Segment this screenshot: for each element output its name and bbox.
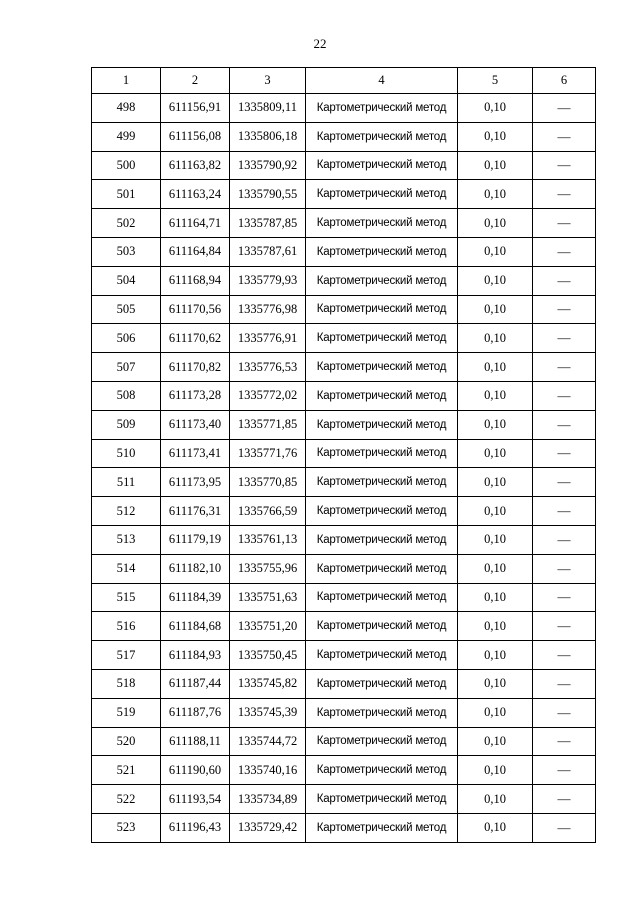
table-row [92, 669, 596, 698]
y-coordinate-cell: 1335751,20 [230, 612, 306, 641]
column-header-4: 4 [306, 68, 458, 94]
method-cell: Картометрический метод [306, 612, 458, 641]
note-cell: — [533, 669, 596, 698]
y-coordinate-cell: 1335809,11 [230, 94, 306, 123]
table-row [92, 180, 596, 209]
accuracy-cell: 0,10 [458, 813, 533, 842]
method-cell: Картометрический метод [306, 237, 458, 266]
point-number-cell: 503 [92, 237, 161, 266]
note-cell: — [533, 727, 596, 756]
note-cell: — [533, 410, 596, 439]
x-coordinate-cell: 611173,95 [161, 468, 230, 497]
note-cell: — [533, 468, 596, 497]
y-coordinate-cell: 1335744,72 [230, 727, 306, 756]
x-coordinate-cell: 611184,68 [161, 612, 230, 641]
method-cell: Картометрический метод [306, 497, 458, 526]
method-cell: Картометрический метод [306, 468, 458, 497]
method-cell: Картометрический метод [306, 295, 458, 324]
method-cell: Картометрический метод [306, 525, 458, 554]
accuracy-cell: 0,10 [458, 381, 533, 410]
y-coordinate-cell: 1335771,76 [230, 439, 306, 468]
accuracy-cell: 0,10 [458, 612, 533, 641]
x-coordinate-cell: 611187,44 [161, 669, 230, 698]
accuracy-cell: 0,10 [458, 497, 533, 526]
table-row [92, 209, 596, 238]
table-row [92, 122, 596, 151]
point-number-cell: 507 [92, 353, 161, 382]
method-cell: Картометрический метод [306, 209, 458, 238]
note-cell: — [533, 180, 596, 209]
table-row [92, 813, 596, 842]
y-coordinate-cell: 1335806,18 [230, 122, 306, 151]
accuracy-cell: 0,10 [458, 151, 533, 180]
method-cell: Картометрический метод [306, 756, 458, 785]
method-cell: Картометрический метод [306, 785, 458, 814]
accuracy-cell: 0,10 [458, 353, 533, 382]
point-number-cell: 502 [92, 209, 161, 238]
accuracy-cell: 0,10 [458, 554, 533, 583]
y-coordinate-cell: 1335776,98 [230, 295, 306, 324]
note-cell: — [533, 353, 596, 382]
x-coordinate-cell: 611176,31 [161, 497, 230, 526]
table-row [92, 94, 596, 123]
note-cell: — [533, 439, 596, 468]
accuracy-cell: 0,10 [458, 122, 533, 151]
accuracy-cell: 0,10 [458, 669, 533, 698]
accuracy-cell: 0,10 [458, 583, 533, 612]
x-coordinate-cell: 611173,28 [161, 381, 230, 410]
accuracy-cell: 0,10 [458, 468, 533, 497]
table-row [92, 756, 596, 785]
table-row [92, 525, 596, 554]
accuracy-cell: 0,10 [458, 756, 533, 785]
table-row [92, 295, 596, 324]
table-row [92, 381, 596, 410]
point-number-cell: 517 [92, 641, 161, 670]
table-body [92, 94, 596, 843]
point-number-cell: 511 [92, 468, 161, 497]
point-number-cell: 513 [92, 525, 161, 554]
y-coordinate-cell: 1335772,02 [230, 381, 306, 410]
column-header-5: 5 [458, 68, 533, 94]
point-number-cell: 505 [92, 295, 161, 324]
x-coordinate-cell: 611156,91 [161, 94, 230, 123]
table-row [92, 698, 596, 727]
accuracy-cell: 0,10 [458, 785, 533, 814]
x-coordinate-cell: 611182,10 [161, 554, 230, 583]
note-cell: — [533, 497, 596, 526]
y-coordinate-cell: 1335766,59 [230, 497, 306, 526]
method-cell: Картометрический метод [306, 381, 458, 410]
note-cell: — [533, 813, 596, 842]
method-cell: Картометрический метод [306, 554, 458, 583]
point-number-cell: 516 [92, 612, 161, 641]
method-cell: Картометрический метод [306, 583, 458, 612]
method-cell: Картометрический метод [306, 324, 458, 353]
y-coordinate-cell: 1335740,16 [230, 756, 306, 785]
table-header-row [92, 68, 596, 94]
note-cell: — [533, 237, 596, 266]
note-cell: — [533, 266, 596, 295]
y-coordinate-cell: 1335761,13 [230, 525, 306, 554]
x-coordinate-cell: 611156,08 [161, 122, 230, 151]
method-cell: Картометрический метод [306, 439, 458, 468]
note-cell: — [533, 612, 596, 641]
table-row [92, 237, 596, 266]
table-row [92, 583, 596, 612]
x-coordinate-cell: 611184,93 [161, 641, 230, 670]
y-coordinate-cell: 1335771,85 [230, 410, 306, 439]
table-row [92, 324, 596, 353]
point-number-cell: 509 [92, 410, 161, 439]
point-number-cell: 523 [92, 813, 161, 842]
x-coordinate-cell: 611193,54 [161, 785, 230, 814]
coordinates-table [91, 67, 596, 843]
point-number-cell: 519 [92, 698, 161, 727]
point-number-cell: 500 [92, 151, 161, 180]
table-row [92, 612, 596, 641]
x-coordinate-cell: 611163,82 [161, 151, 230, 180]
y-coordinate-cell: 1335787,85 [230, 209, 306, 238]
method-cell: Картометрический метод [306, 266, 458, 295]
method-cell: Картометрический метод [306, 151, 458, 180]
note-cell: — [533, 785, 596, 814]
note-cell: — [533, 94, 596, 123]
x-coordinate-cell: 611188,11 [161, 727, 230, 756]
table-row [92, 410, 596, 439]
note-cell: — [533, 583, 596, 612]
table-row [92, 266, 596, 295]
y-coordinate-cell: 1335745,82 [230, 669, 306, 698]
point-number-cell: 504 [92, 266, 161, 295]
table-row [92, 468, 596, 497]
accuracy-cell: 0,10 [458, 324, 533, 353]
x-coordinate-cell: 611170,82 [161, 353, 230, 382]
point-number-cell: 514 [92, 554, 161, 583]
note-cell: — [533, 756, 596, 785]
y-coordinate-cell: 1335755,96 [230, 554, 306, 583]
y-coordinate-cell: 1335776,53 [230, 353, 306, 382]
accuracy-cell: 0,10 [458, 439, 533, 468]
x-coordinate-cell: 611179,19 [161, 525, 230, 554]
point-number-cell: 498 [92, 94, 161, 123]
accuracy-cell: 0,10 [458, 698, 533, 727]
accuracy-cell: 0,10 [458, 180, 533, 209]
table-row [92, 727, 596, 756]
table-row [92, 353, 596, 382]
accuracy-cell: 0,10 [458, 209, 533, 238]
y-coordinate-cell: 1335750,45 [230, 641, 306, 670]
note-cell: — [533, 525, 596, 554]
method-cell: Картометрический метод [306, 813, 458, 842]
y-coordinate-cell: 1335734,89 [230, 785, 306, 814]
x-coordinate-cell: 611187,76 [161, 698, 230, 727]
table-row [92, 641, 596, 670]
accuracy-cell: 0,10 [458, 410, 533, 439]
x-coordinate-cell: 611170,62 [161, 324, 230, 353]
table-row [92, 439, 596, 468]
method-cell: Картометрический метод [306, 180, 458, 209]
point-number-cell: 506 [92, 324, 161, 353]
method-cell: Картометрический метод [306, 698, 458, 727]
accuracy-cell: 0,10 [458, 727, 533, 756]
y-coordinate-cell: 1335751,63 [230, 583, 306, 612]
column-header-3: 3 [230, 68, 306, 94]
method-cell: Картометрический метод [306, 641, 458, 670]
y-coordinate-cell: 1335790,55 [230, 180, 306, 209]
method-cell: Картометрический метод [306, 669, 458, 698]
note-cell: — [533, 295, 596, 324]
page-number: 22 [313, 36, 327, 51]
y-coordinate-cell: 1335776,91 [230, 324, 306, 353]
method-cell: Картометрический метод [306, 122, 458, 151]
method-cell: Картометрический метод [306, 94, 458, 123]
note-cell: — [533, 122, 596, 151]
accuracy-cell: 0,10 [458, 266, 533, 295]
x-coordinate-cell: 611164,84 [161, 237, 230, 266]
x-coordinate-cell: 611190,60 [161, 756, 230, 785]
point-number-cell: 510 [92, 439, 161, 468]
method-cell: Картометрический метод [306, 410, 458, 439]
point-number-cell: 520 [92, 727, 161, 756]
accuracy-cell: 0,10 [458, 295, 533, 324]
table-row [92, 497, 596, 526]
table-row [92, 151, 596, 180]
point-number-cell: 515 [92, 583, 161, 612]
x-coordinate-cell: 611184,39 [161, 583, 230, 612]
x-coordinate-cell: 611173,41 [161, 439, 230, 468]
x-coordinate-cell: 611163,24 [161, 180, 230, 209]
note-cell: — [533, 209, 596, 238]
table-row [92, 785, 596, 814]
column-header-6: 6 [533, 68, 596, 94]
note-cell: — [533, 324, 596, 353]
point-number-cell: 522 [92, 785, 161, 814]
column-header-2: 2 [161, 68, 230, 94]
note-cell: — [533, 151, 596, 180]
y-coordinate-cell: 1335779,93 [230, 266, 306, 295]
x-coordinate-cell: 611170,56 [161, 295, 230, 324]
method-cell: Картометрический метод [306, 727, 458, 756]
y-coordinate-cell: 1335729,42 [230, 813, 306, 842]
point-number-cell: 512 [92, 497, 161, 526]
note-cell: — [533, 554, 596, 583]
method-cell: Картометрический метод [306, 353, 458, 382]
x-coordinate-cell: 611168,94 [161, 266, 230, 295]
y-coordinate-cell: 1335745,39 [230, 698, 306, 727]
point-number-cell: 518 [92, 669, 161, 698]
note-cell: — [533, 641, 596, 670]
point-number-cell: 508 [92, 381, 161, 410]
y-coordinate-cell: 1335790,92 [230, 151, 306, 180]
y-coordinate-cell: 1335787,61 [230, 237, 306, 266]
accuracy-cell: 0,10 [458, 237, 533, 266]
note-cell: — [533, 698, 596, 727]
point-number-cell: 501 [92, 180, 161, 209]
note-cell: — [533, 381, 596, 410]
table-row [92, 554, 596, 583]
x-coordinate-cell: 611164,71 [161, 209, 230, 238]
accuracy-cell: 0,10 [458, 94, 533, 123]
accuracy-cell: 0,10 [458, 641, 533, 670]
x-coordinate-cell: 611173,40 [161, 410, 230, 439]
accuracy-cell: 0,10 [458, 525, 533, 554]
y-coordinate-cell: 1335770,85 [230, 468, 306, 497]
column-header-1: 1 [92, 68, 161, 94]
x-coordinate-cell: 611196,43 [161, 813, 230, 842]
point-number-cell: 499 [92, 122, 161, 151]
point-number-cell: 521 [92, 756, 161, 785]
